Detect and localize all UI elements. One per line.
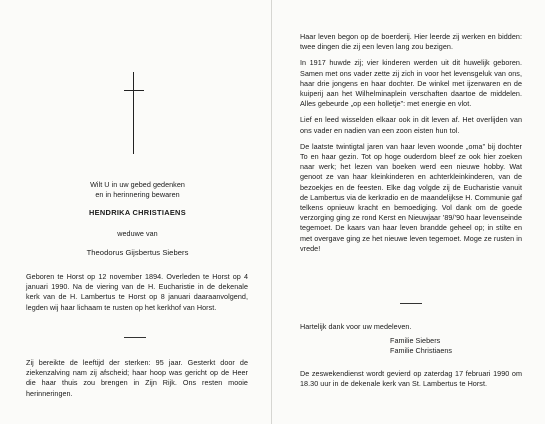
family-name: Familie Siebers: [390, 336, 441, 345]
left-page: [0, 0, 271, 424]
closing-text: Zij bereikte de leeftijd der sterken: 95 jaar. Gesterkt door de ziekenzalving nam zij afscheid; haar hoop was gericht op de Heer die haar thuis zou brengen in Zijn Rijk. Ons resten mooie herinneringen.: [26, 358, 248, 398]
memorial-service-text: De zeswekendienst wordt gevierd op zaterdag 17 februari 1990 om 18.30 uur in de dekenale kerk van St. Lambertus te Horst.: [300, 369, 522, 389]
paragraph-grief: Lief en leed wisselden elkaar ook in dit leven af. Het overlijden van ons vader en nadien van een zoon eisten hun tol.: [300, 115, 522, 135]
widow-of-label: weduwe van: [117, 229, 158, 238]
divider: [400, 303, 422, 304]
divider: [124, 337, 146, 338]
thanks-text: Hartelijk dank voor uw medeleven.: [300, 322, 412, 331]
paragraph-early-life: Haar leven begon op de boerderij. Hier leerde zij werken en bidden: twee dingen die zij een leven lang zou bezigen.: [300, 32, 522, 52]
dedication-line: en in herinnering bewaren: [95, 190, 180, 200]
family-name: Familie Christiaens: [390, 346, 453, 356]
paragraph-later-years: De laatste twintigtal jaren van haar leven woonde „oma” bij dochter To en haar gezin. Tot op hoge ouderdom bleef ze ook hier zoeken naar werk; het lezen van boeken werd een nieuwe hobby. Wat genoot ze van haar kleinkinderen en achterkleinkinderen, van de bezoekjes en de feesten. Elke dag volgde zij de Eucharistie vanuit de Lambertus via de kerkradio en de maandelijkse H. Communie gaf telkens opnieuw kracht en bemoediging. Vol dank om de goede verzorging ging ze rond Kerst en Nieuwjaar ’89/’90 haar levenseinde tegemoet. De kaars van haar leven brandde geheel op; in stilte en met overgave ging ze het nieuwe leven tegemoet. Moge ze rusten in vrede!: [300, 141, 522, 253]
families: [390, 336, 520, 356]
deceased-name: HENDRIKA CHRISTIAENS: [89, 208, 186, 217]
cross-icon: [124, 72, 144, 154]
paragraph-marriage: In 1917 huwde zij; vier kinderen werden uit dit huwelijk geboren. Samen met ons vader zette zij zich in voor het levensgeluk van ons, haar drie jongens en haar dochter. De winkel met ijzerwaren en de kuiperij aan het Wilhelminaplein verschaften daartoe de middelen. Alles gebeurde „op een holletje”: met energie en vlot.: [300, 58, 522, 109]
dedication: [30, 180, 245, 200]
dedication-line: Wilt U in uw gebed gedenken: [90, 180, 185, 189]
right-page: [272, 0, 545, 424]
biography: Geboren te Horst op 12 november 1894. Overleden te Horst op 4 januari 1990. Na de viering van de H. Eucharistie in de dekenale kerk van de H. Lambertus te Horst op 8 januari daaraanvolgend, legden wij haar lichaam te rusten op het kerkhof van Horst.: [26, 272, 248, 312]
life-text: [300, 32, 522, 260]
husband-name: Theodorus Gijsbertus Siebers: [86, 248, 189, 257]
